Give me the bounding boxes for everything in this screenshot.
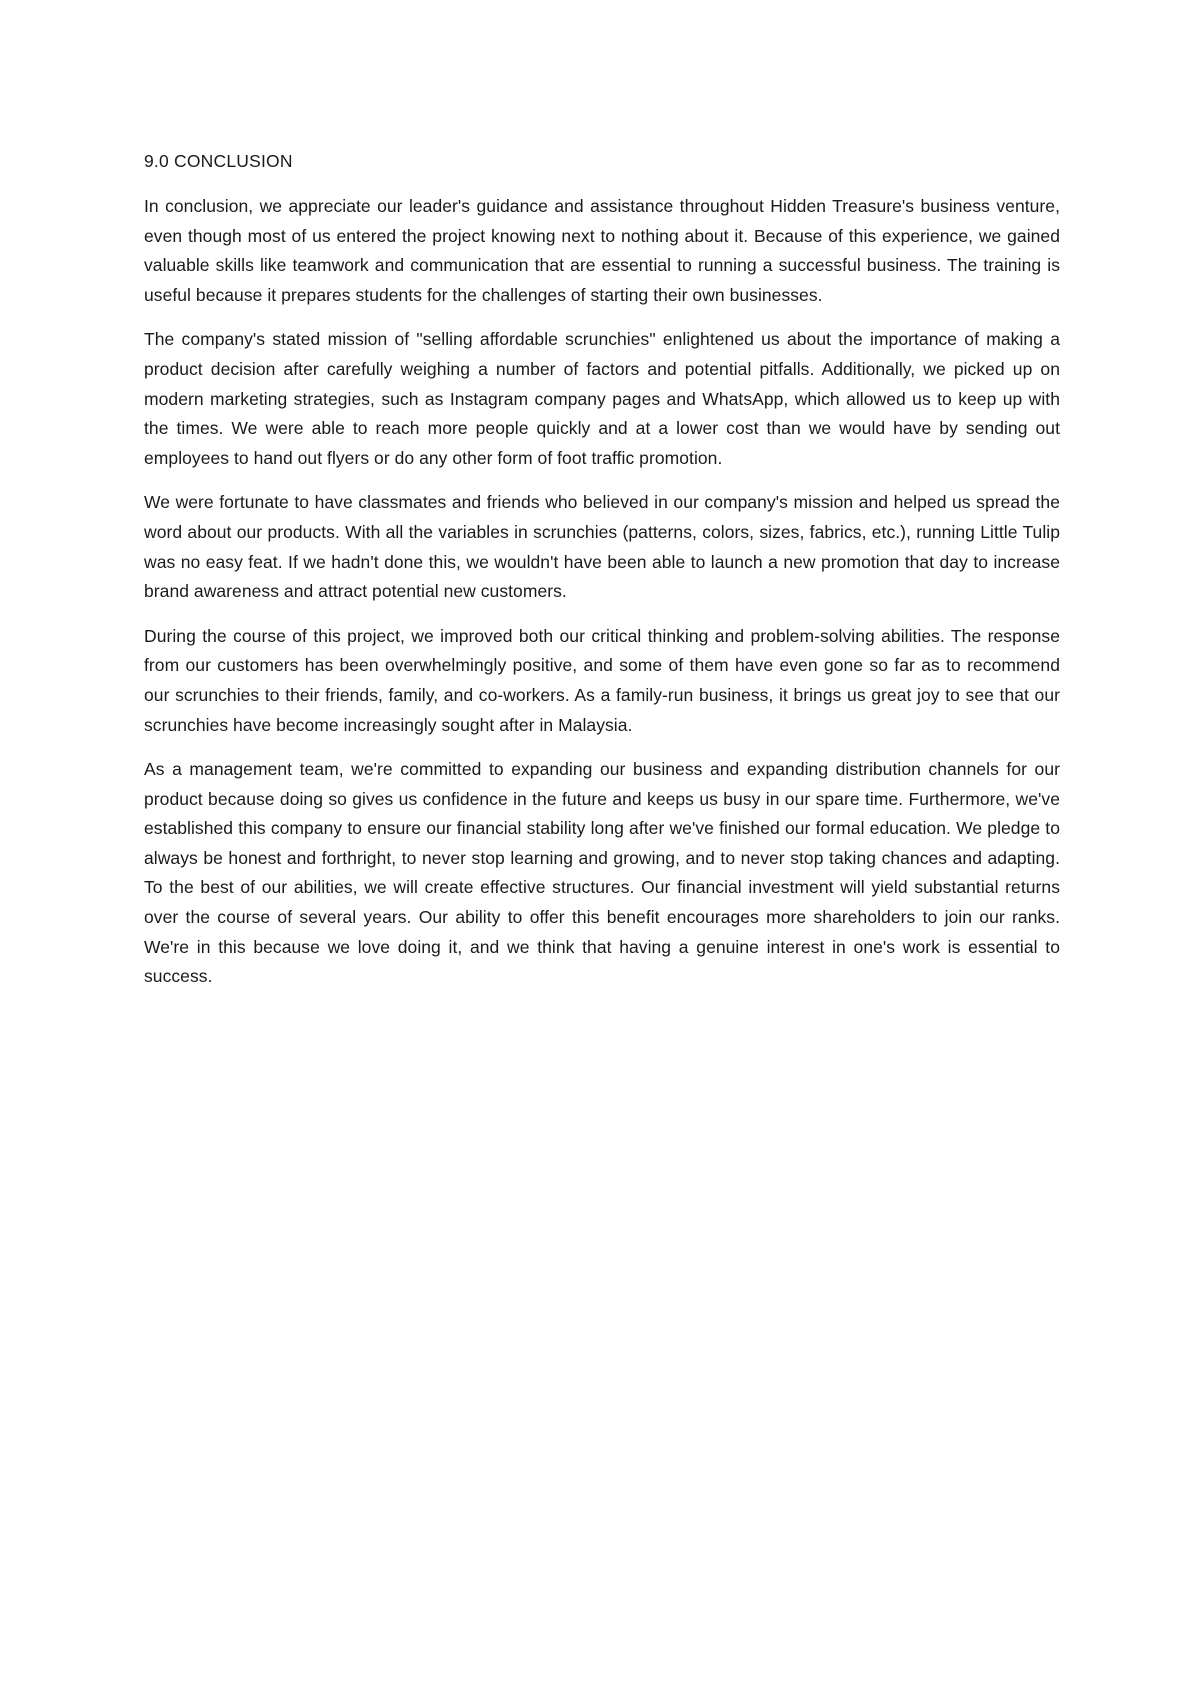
document-body	[144, 146, 1060, 1007]
paragraph-4: During the course of this project, we improved both our critical thinking and problem-solving abilities. The response from our customers has been overwhelmingly positive, and some of them have even gone so far as to recommend our scrunchies to their friends, family, and co-workers. As a family-run business, it brings us great joy to see that our scrunchies have become increasingly sought after in Malaysia.	[144, 625, 1060, 735]
paragraph-1: In conclusion, we appreciate our leader's guidance and assistance throughout Hidden Treasure's business venture, even though most of us entered the project knowing next to nothing about it. Because of this experience, we gained valuable skills like teamwork and communication that are essential to running a successful business. The training is useful because it prepares students for the challenges of starting their own businesses.	[144, 196, 1060, 305]
paragraph-3: We were fortunate to have classmates and friends who believed in our company's mission and helped us spread the word about our products. With all the variables in scrunchies (patterns, colors, sizes, fabrics, etc.), running Little Tulip was no easy feat. If we hadn't done this, we wouldn't have been able to launch a new promotion that day to increase brand awareness and attract potential new customers.	[144, 492, 1060, 602]
paragraph-5: As a management team, we're committed to expanding our business and expanding distribution channels for our product because doing so gives us confidence in the future and keeps us busy in our spare time. Furthermore, we've established this company to ensure our financial stability long after we've finished our formal education. We pledge to always be honest and forthright, to never stop learning and growing, and to never stop taking chances and adapting. To the best of our abilities, we will create effective structures. Our financial investment will yield substantial returns over the course of several years. Our ability to offer this benefit encourages more shareholders to join our ranks. We're in this because we love doing it, and we think that having a genuine interest in one's work is essential to success.	[144, 759, 1060, 987]
section-heading: 9.0 CONCLUSION	[144, 151, 293, 171]
paragraph-2: The company's stated mission of "selling affordable scrunchies" enlightened us about the importance of making a product decision after carefully weighing a number of factors and potential pitfalls. Additionally, we picked up on modern marketing strategies, such as Instagram company pages and WhatsApp, which allowed us to keep up with the times. We were able to reach more people quickly and at a lower cost than we would have by sending out employees to hand out flyers or do any other form of foot traffic promotion.	[144, 329, 1060, 468]
